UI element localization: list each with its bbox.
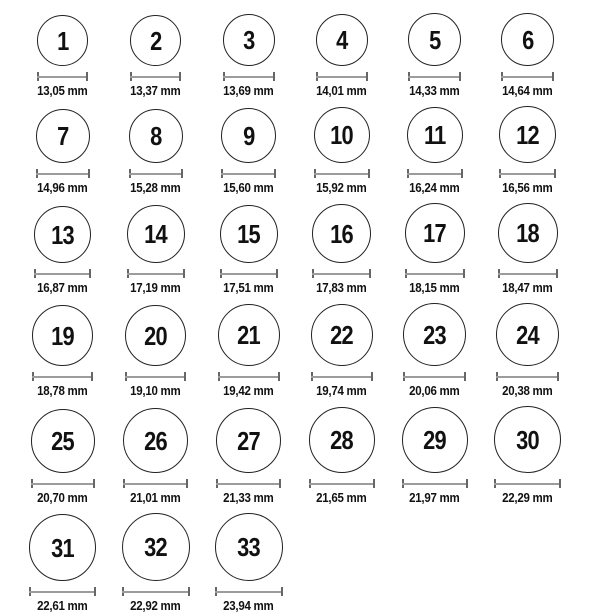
diameter-label: 16,56 mm bbox=[502, 181, 553, 195]
ring-size-item bbox=[295, 204, 388, 296]
ring-circle bbox=[405, 203, 465, 263]
ring-circle bbox=[402, 407, 468, 473]
ring-size-number: 18 bbox=[516, 218, 539, 248]
dimension-bar bbox=[29, 591, 96, 593]
ring-size-item bbox=[202, 205, 295, 296]
ring-circle bbox=[408, 13, 461, 66]
ring-size-item bbox=[109, 408, 202, 506]
ring-circle bbox=[501, 13, 554, 66]
ring-size-item bbox=[16, 206, 109, 296]
diameter-label: 22,29 mm bbox=[502, 491, 553, 505]
dimension-line bbox=[408, 72, 461, 81]
ring-size-item bbox=[388, 107, 481, 196]
ring-size-item bbox=[16, 514, 109, 614]
ring-circle bbox=[31, 409, 95, 473]
ring-size-number: 29 bbox=[423, 425, 446, 455]
ring-size-number: 4 bbox=[335, 25, 348, 55]
dimension-bar bbox=[314, 173, 370, 175]
dimension-bar bbox=[407, 173, 463, 175]
dimension-line bbox=[501, 72, 554, 81]
ring-circle bbox=[127, 205, 185, 263]
dimension-line bbox=[127, 269, 185, 278]
dimension-bar bbox=[408, 76, 461, 78]
ring-circle bbox=[494, 406, 561, 473]
dimension-bar bbox=[312, 273, 371, 275]
ring-size-number: 17 bbox=[423, 218, 446, 248]
diameter-label: 17,83 mm bbox=[316, 281, 367, 295]
ring-size-number: 27 bbox=[237, 425, 260, 456]
ring-circle bbox=[216, 408, 281, 473]
ring-size-number: 32 bbox=[144, 532, 167, 562]
diameter-label: 23,94 mm bbox=[223, 599, 274, 613]
diameter-label: 19,10 mm bbox=[130, 384, 181, 398]
ring-size-row bbox=[16, 406, 600, 506]
ring-size-number: 30 bbox=[516, 424, 539, 455]
dimension-line bbox=[215, 587, 283, 596]
ring-size-row bbox=[16, 13, 600, 99]
dimension-line bbox=[130, 72, 181, 81]
ring-size-number: 8 bbox=[149, 121, 162, 151]
ring-size-row bbox=[16, 203, 600, 296]
ring-size-item bbox=[481, 203, 574, 296]
dimension-bar bbox=[494, 483, 561, 485]
ring-size-number: 13 bbox=[51, 219, 74, 250]
dimension-line bbox=[311, 372, 373, 381]
diameter-label: 19,74 mm bbox=[316, 384, 367, 398]
ring-size-number: 25 bbox=[51, 426, 74, 456]
dimension-line bbox=[29, 587, 96, 596]
ring-size-row bbox=[16, 513, 600, 614]
ring-size-number: 3 bbox=[242, 25, 255, 55]
ring-size-item bbox=[202, 108, 295, 196]
dimension-line bbox=[37, 72, 88, 81]
dimension-bar bbox=[31, 483, 95, 485]
ring-size-number: 1 bbox=[56, 25, 69, 56]
dimension-line bbox=[499, 169, 556, 178]
ring-size-item bbox=[388, 13, 481, 99]
diameter-label: 20,38 mm bbox=[502, 384, 553, 398]
ring-size-number: 22 bbox=[330, 320, 353, 350]
diameter-label: 14,64 mm bbox=[502, 84, 553, 98]
dimension-line bbox=[122, 587, 190, 596]
dimension-bar bbox=[501, 76, 554, 78]
diameter-label: 19,42 mm bbox=[223, 384, 274, 398]
ring-size-item bbox=[295, 107, 388, 196]
diameter-label: 14,33 mm bbox=[409, 84, 460, 98]
ring-size-item bbox=[295, 407, 388, 506]
dimension-bar bbox=[311, 376, 373, 378]
dimension-line bbox=[312, 269, 371, 278]
ring-size-item bbox=[109, 15, 202, 99]
ring-size-item bbox=[16, 15, 109, 99]
dimension-bar bbox=[221, 173, 276, 175]
ring-size-item bbox=[388, 203, 481, 296]
ring-size-number: 2 bbox=[149, 25, 162, 56]
dimension-line bbox=[223, 72, 275, 81]
diameter-label: 18,15 mm bbox=[409, 281, 460, 295]
dimension-line bbox=[129, 169, 183, 178]
diameter-label: 16,24 mm bbox=[409, 181, 460, 195]
ring-circle bbox=[498, 203, 558, 263]
dimension-line bbox=[498, 269, 558, 278]
dimension-line bbox=[31, 479, 95, 488]
ring-size-item bbox=[109, 109, 202, 196]
dimension-bar bbox=[215, 591, 283, 593]
ring-circle bbox=[218, 304, 280, 366]
ring-size-item bbox=[388, 407, 481, 506]
ring-size-number: 14 bbox=[144, 219, 167, 249]
ring-size-item bbox=[202, 14, 295, 99]
dimension-line bbox=[314, 169, 370, 178]
diameter-label: 18,78 mm bbox=[37, 384, 88, 398]
dimension-line bbox=[494, 479, 561, 488]
ring-size-item bbox=[16, 409, 109, 506]
diameter-label: 21,97 mm bbox=[409, 491, 460, 505]
ring-size-number: 9 bbox=[242, 120, 255, 151]
dimension-bar bbox=[37, 76, 88, 78]
ring-size-number: 16 bbox=[330, 218, 353, 249]
dimension-bar bbox=[216, 483, 281, 485]
ring-circle bbox=[312, 204, 371, 263]
dimension-bar bbox=[402, 483, 468, 485]
dimension-bar bbox=[122, 591, 190, 593]
dimension-bar bbox=[223, 76, 275, 78]
ring-size-item bbox=[202, 408, 295, 506]
diameter-label: 22,92 mm bbox=[130, 599, 181, 613]
ring-circle bbox=[29, 514, 96, 581]
ring-size-number: 7 bbox=[56, 121, 69, 151]
ring-size-item bbox=[16, 109, 109, 196]
dimension-line bbox=[32, 372, 93, 381]
dimension-line bbox=[402, 479, 468, 488]
ring-circle bbox=[36, 109, 90, 163]
dimension-line bbox=[220, 269, 278, 278]
ring-size-item bbox=[109, 513, 202, 614]
diameter-label: 20,06 mm bbox=[409, 384, 460, 398]
ring-size-number: 23 bbox=[423, 319, 446, 350]
ring-circle bbox=[215, 513, 283, 581]
dimension-bar bbox=[123, 483, 188, 485]
ring-circle bbox=[311, 304, 373, 366]
dimension-line bbox=[218, 372, 280, 381]
diameter-label: 21,65 mm bbox=[316, 491, 367, 505]
diameter-label: 21,33 mm bbox=[223, 491, 274, 505]
diameter-label: 14,01 mm bbox=[316, 84, 367, 98]
diameter-label: 17,19 mm bbox=[130, 281, 181, 295]
diameter-label: 21,01 mm bbox=[130, 491, 181, 505]
dimension-line bbox=[125, 372, 186, 381]
ring-size-row bbox=[16, 106, 600, 196]
dimension-line bbox=[123, 479, 188, 488]
ring-circle bbox=[123, 408, 188, 473]
diameter-label: 13,69 mm bbox=[223, 84, 274, 98]
ring-size-item bbox=[481, 13, 574, 99]
ring-circle bbox=[125, 305, 186, 366]
diameter-label: 15,60 mm bbox=[223, 181, 274, 195]
ring-size-number: 33 bbox=[237, 532, 260, 562]
ring-size-row bbox=[16, 303, 600, 399]
dimension-bar bbox=[129, 173, 183, 175]
ring-size-item bbox=[295, 304, 388, 399]
dimension-line bbox=[36, 169, 90, 178]
ring-size-number: 10 bbox=[330, 120, 353, 150]
dimension-line bbox=[405, 269, 465, 278]
ring-size-item bbox=[481, 406, 574, 506]
dimension-line bbox=[407, 169, 463, 178]
dimension-bar bbox=[125, 376, 186, 378]
dimension-bar bbox=[499, 173, 556, 175]
ring-size-number: 31 bbox=[51, 532, 74, 563]
ring-size-item bbox=[481, 303, 574, 399]
diameter-label: 15,92 mm bbox=[316, 181, 367, 195]
dimension-bar bbox=[498, 273, 558, 275]
ring-size-number: 11 bbox=[423, 120, 446, 150]
dimension-bar bbox=[32, 376, 93, 378]
dimension-line bbox=[34, 269, 91, 278]
ring-circle bbox=[403, 303, 466, 366]
ring-circle bbox=[37, 15, 88, 66]
ring-circle bbox=[316, 14, 368, 66]
diameter-label: 15,28 mm bbox=[130, 181, 181, 195]
ring-circle bbox=[496, 303, 559, 366]
dimension-line bbox=[496, 372, 559, 381]
dimension-bar bbox=[496, 376, 559, 378]
dimension-line bbox=[309, 479, 375, 488]
ring-circle bbox=[407, 107, 463, 163]
diameter-label: 13,37 mm bbox=[130, 84, 181, 98]
ring-circle bbox=[34, 206, 91, 263]
dimension-line bbox=[316, 72, 368, 81]
ring-size-item bbox=[16, 305, 109, 399]
dimension-bar bbox=[127, 273, 185, 275]
ring-size-item bbox=[481, 106, 574, 196]
diameter-label: 17,51 mm bbox=[223, 281, 274, 295]
ring-circle bbox=[32, 305, 93, 366]
ring-size-number: 5 bbox=[428, 24, 441, 55]
ring-circle bbox=[221, 108, 276, 163]
ring-size-number: 20 bbox=[144, 320, 167, 351]
ring-size-item bbox=[109, 205, 202, 296]
ring-circle bbox=[122, 513, 190, 581]
ring-size-number: 12 bbox=[516, 119, 539, 150]
ring-circle bbox=[314, 107, 370, 163]
diameter-label: 22,61 mm bbox=[37, 599, 88, 613]
ring-circle bbox=[309, 407, 375, 473]
diameter-label: 18,47 mm bbox=[502, 281, 553, 295]
ring-circle bbox=[130, 15, 181, 66]
ring-size-item bbox=[202, 304, 295, 399]
ring-circle bbox=[223, 14, 275, 66]
dimension-line bbox=[221, 169, 276, 178]
ring-circle bbox=[129, 109, 183, 163]
diameter-label: 16,87 mm bbox=[37, 281, 88, 295]
ring-circle bbox=[499, 106, 556, 163]
ring-size-item bbox=[295, 14, 388, 99]
diameter-label: 13,05 mm bbox=[37, 84, 88, 98]
ring-size-number: 24 bbox=[516, 319, 539, 350]
ring-size-number: 19 bbox=[51, 320, 74, 351]
ring-size-number: 6 bbox=[521, 24, 534, 55]
ring-size-number: 15 bbox=[237, 219, 260, 249]
dimension-bar bbox=[36, 173, 90, 175]
dimension-line bbox=[403, 372, 466, 381]
diameter-label: 20,70 mm bbox=[37, 491, 88, 505]
dimension-line bbox=[216, 479, 281, 488]
dimension-bar bbox=[316, 76, 368, 78]
dimension-bar bbox=[218, 376, 280, 378]
ring-size-item bbox=[388, 303, 481, 399]
dimension-bar bbox=[220, 273, 278, 275]
ring-size-item bbox=[109, 305, 202, 399]
dimension-bar bbox=[405, 273, 465, 275]
diameter-label: 14,96 mm bbox=[37, 181, 88, 195]
dimension-bar bbox=[130, 76, 181, 78]
dimension-bar bbox=[34, 273, 91, 275]
dimension-bar bbox=[309, 483, 375, 485]
dimension-bar bbox=[403, 376, 466, 378]
ring-size-item bbox=[202, 513, 295, 614]
ring-size-number: 28 bbox=[330, 425, 353, 455]
ring-size-number: 26 bbox=[144, 425, 167, 456]
ring-circle bbox=[220, 205, 278, 263]
ring-size-number: 21 bbox=[237, 320, 260, 350]
